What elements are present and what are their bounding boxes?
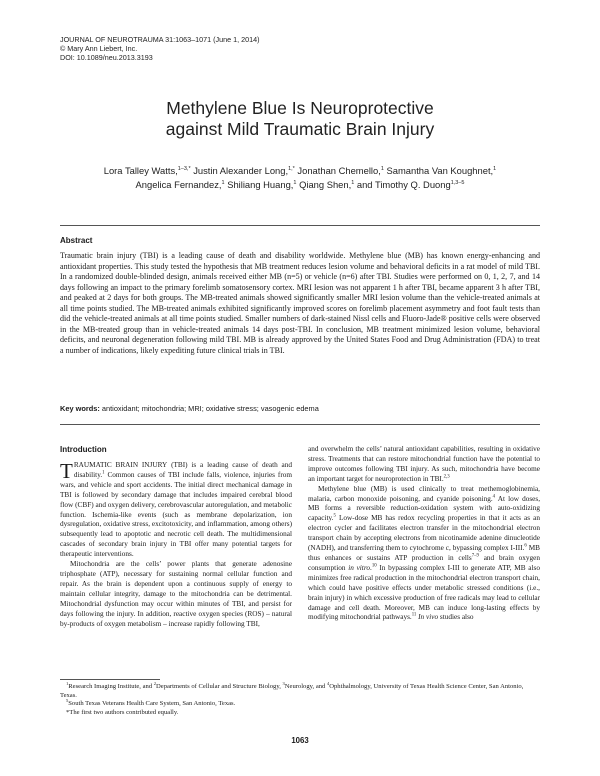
footnote-equal-contribution: *The first two authors contributed equally.	[66, 708, 179, 716]
italic-in-vitro: in vitro	[348, 563, 371, 572]
keywords	[60, 404, 319, 413]
author-2: Justin Alexander Long,	[193, 165, 289, 176]
footnote-mark: 1	[66, 680, 69, 686]
intro-p1-text-b: Common causes of TBI include falls, violence, injuries from wars, and vehicle and sport accidents. The initial direct mechanical damage in TBI is followed by secondary damage that includes impaired cerebral blood flow (CBF) and oxygen delivery, cerebrovascular autoregulation, and metabolic function. Ischemia-like events (such as membrane depolarization, ion dysregulation, oxidative stress, excitotoxicity, and inflammation, among others) subsequently lead to apoptotic and necrotic cell death. The multidimensional cascades of secondary brain injury in TBI offer many potential targets for therapeutic interventions.	[60, 470, 292, 559]
citation-mark: 10	[371, 563, 377, 569]
affiliation-mark: 1,3–5	[450, 179, 465, 186]
intro-p4-text-e: and brain oxygen consumption	[308, 553, 540, 572]
intro-p4-text-f: .	[370, 563, 372, 572]
author-3: Jonathan Chemello,	[297, 165, 381, 176]
citation-mark: 1	[102, 470, 105, 476]
affiliation-mark: 1–3,*	[177, 165, 191, 172]
citation-mark: 6	[524, 543, 527, 549]
abstract-bottom-rule	[60, 424, 540, 425]
footnote-text: South Texas Veterans Health Care System, San Antonio, Texas.	[68, 700, 236, 708]
footnotes	[60, 680, 540, 717]
author-5: Angelica Fernandez,	[135, 179, 222, 190]
abstract-heading: Abstract	[60, 236, 93, 245]
intro-paragraph-2: Mitochondria are the cells’ power plants that generate adenosine triphosphate (ATP), necessary for sustaining normal cellular function and repair. As the brain is dependent upon a continuous supply of energy to maintain cellular integrity, damage to the mitochondria can be detrimental. Mitochondrial dysfunction may occur within minutes of TBI, and persist for days following the injury. In addition, reactive oxygen species (ROS) – natural by-products of oxygen metabolism – increase rapidly following TBI,	[60, 560, 292, 628]
citation-mark: 7–9	[471, 553, 479, 559]
page-number: 1063	[291, 736, 309, 745]
intro-p4-text-d: MB thus enhances or sustains ATP production in cells	[308, 544, 540, 562]
footnote-mark: 5	[66, 698, 69, 703]
author-list	[70, 164, 530, 192]
footnote-text: Ophthalmology, University of Texas Health Science Center, San Antonio, Texas.	[60, 683, 524, 699]
footnote-mark: 2	[153, 680, 157, 686]
author-8: and Timothy Q. Duong	[356, 179, 451, 190]
citation-mark: 5	[333, 513, 336, 519]
author-1: Lora Talley Watts,	[103, 165, 178, 176]
journal-citation: JOURNAL OF NEUROTRAUMA 31:1063–1071 (June 1, 2014)	[60, 35, 260, 44]
copyright-notice: © Mary Ann Liebert, Inc.	[60, 44, 138, 54]
author-6: Shiliang Huang,	[227, 179, 294, 190]
citation-mark: 4	[492, 494, 496, 500]
footnote-text: Neurology, and	[284, 683, 327, 690]
intro-p4-text-g: In bypassing complex I-III to generate ATP, MB also minimizes free radical production in the mitochondrial electron transport chain, which could have positive effects under metabolic stressed conditions (i.e., brain injury) in which excessive production of free radicals may lead to cellular damage and cell death. Moreover, MB can induce long-lasting effects by modifying mitochondrial pathways.	[308, 563, 540, 622]
body-column-right	[308, 445, 540, 623]
italic-in-vivo: In vivo	[418, 613, 439, 622]
intro-p3-text: and overwhelm the cells’ natural antioxidant capabilities, resulting in oxidative stress. Treatments that can restore mitochondrial function have the potential to improve outcomes following TBI injury. As such, mitochondria have become an important target for neuroprotection in TBI.	[308, 445, 540, 483]
keywords-label: Key words:	[60, 404, 100, 413]
intro-paragraph-1	[60, 461, 292, 560]
footnote-va	[60, 700, 540, 709]
affiliation-mark: 1	[380, 165, 384, 172]
abstract-text: Traumatic brain injury (TBI) is a leading cause of death and disability worldwide. Methylene blue (MB) has known energy-enhancing and antioxidant properties. This study tested the hypothesis that MB treatment reduces lesion volume and behavioral deficits in a rat model of mild TBI. In a randomized double-blinded design, animals received either MB (n=5) or vehicle (n=6) after TBI. Studies were performed on 0, 1, 2, 7, and 14 days following an impact to the primary forelimb somatosensory cortex. MRI lesion was not apparent 1 h after TBI, became apparent 3 h after TBI, and peaked at 2 days for both groups. The MB-treated animals showed significantly smaller MRI lesion volume than the vehicle-treated animals at all time points studied. The MB-treated animals exhibited significantly improved scores on forelimb placement asymmetry and foot fault tests than did the vehicle-treated animals at all time points studied. Smaller numbers of dark-stained Nissl cells and Fluoro-Jade® positive cells were observed in the MB-treated group than in vehicle-treated animals 14 days post-TBI. In conclusion, MB treatment minimized lesion volume, behavioral deficits, and neuronal degeneration following mild TBI. MB is already approved by the United States Food and Drug Administration (FDA) to treat a number of indications, likely expediting future clinical trials in TBI.	[60, 251, 540, 355]
intro-p4-text-c: Low-dose MB has redox recycling properties in that it acts as an electron cycler and facilitates electron transfer in the mitochondrial electron transport chain by accepting electrons from nicotinamide adenine dinucleotide (NADH), and transferring them to cytochrome c, bypassing complex I-III.	[308, 514, 540, 553]
affiliation-mark: 1	[293, 179, 297, 186]
article-title	[60, 98, 540, 140]
journal-header	[60, 35, 259, 63]
intro-p4-text-a: Methylene blue (MB) is used clinically to treat methemoglobinemia, malaria, carbon monoxide poisoning, and cyanide poisoning.	[308, 484, 540, 503]
body-column-left	[60, 461, 292, 629]
abstract-top-rule	[60, 225, 540, 226]
keywords-text: antioxidant; mitochondria; MRI; oxidative stress; vasogenic edema	[101, 404, 319, 413]
intro-paragraph-4	[308, 485, 540, 624]
affiliation-mark: 1	[493, 165, 497, 172]
affiliation-mark: 1,*	[288, 165, 295, 172]
intro-p4-text-h: studies also	[438, 613, 474, 622]
intro-paragraph-3	[308, 445, 540, 485]
author-4: Samantha Van Koughnet,	[386, 165, 494, 176]
citation-mark: 2,3	[443, 474, 450, 480]
title-line-1: Methylene Blue Is Neuroprotective	[166, 98, 434, 118]
citation-mark: 11	[411, 613, 417, 618]
intro-p1-text-a: (TBI) is a leading cause of death and disability.	[73, 461, 292, 479]
author-7: Qiang Shen,	[299, 179, 352, 190]
footnote-text: Departments of Cellular and Structure Biology,	[156, 683, 283, 690]
footnote-affiliations	[60, 680, 540, 700]
footnote-text: Research Imaging Institute, and	[68, 683, 154, 690]
footnote-rule	[60, 679, 160, 680]
intro-p4-text-b: At low doses, MB forms a reversible reduction-oxidation system with auto-oxidizing capacity.	[308, 494, 541, 523]
affiliation-mark: 1	[221, 179, 225, 186]
drop-cap: T	[60, 459, 73, 483]
affiliation-mark: 1	[351, 179, 355, 186]
introduction-heading: Introduction	[60, 445, 107, 454]
footnote-mark: 3	[282, 680, 285, 686]
footnote-mark: 4	[327, 680, 330, 686]
title-line-2: against Mild Traumatic Brain Injury	[165, 119, 435, 139]
doi-link[interactable]: DOI: 10.1089/neu.2013.3193	[60, 53, 153, 63]
lead-in-smallcaps: RAUMATIC BRAIN INJURY	[73, 461, 168, 469]
